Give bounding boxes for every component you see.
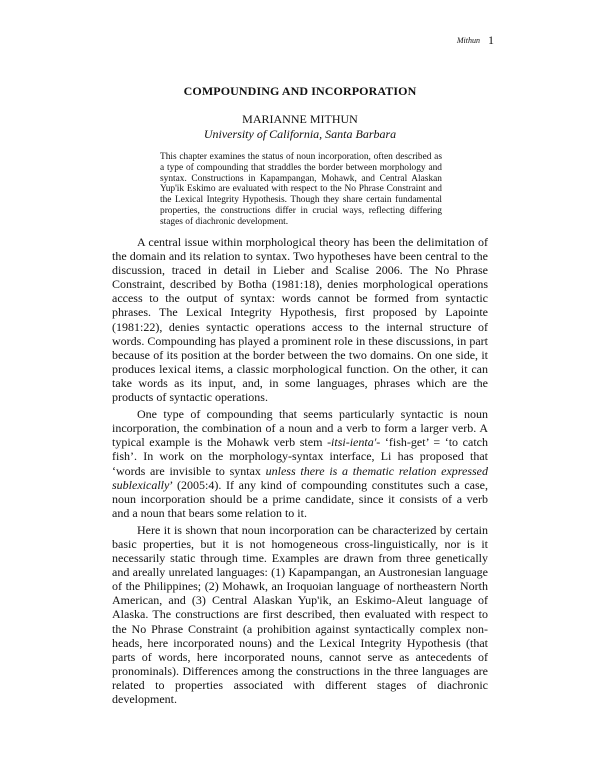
paragraph-1: A central issue within morphological theory has been the delimitation of the domain and its relation to syntax. Two hypotheses have been central to the discussion, traced in detail in Lieber and Scalise 2006. The No Phrase Constraint, described by Botha (1981:18), denies morphological operations access to the output of syntax: words cannot be formed from syntactic phrases. The Lexical Integrity Hypothesis, first proposed by Lapointe (1981:22), denies syntactic operations access to the internal structure of words. Compounding has played a prominent role in these discussions, in part because of its position at the border between the two domains. On one side, it produces lexical items, a classic morphological function. On the other, it can take words as its input, and, in some languages, phrases which are the products of syntactic operations.: [112, 235, 488, 405]
author-name: MARIANNE MITHUN: [242, 112, 358, 126]
author-affiliation: University of California, Santa Barbara: [203, 127, 397, 141]
body-text: [112, 235, 488, 706]
abstract: This chapter examines the status of noun incorporation, often described as a type of compounding that straddles the border between morphology and syntax. Constructions in Kapampangan, Mohawk, and Central Alaskan Yup'ik Eskimo are evaluated with respect to the No Phrase Constraint and the Lexical Integrity Hypothesis. Though they share certain fundamental properties, the constructions differ in crucial ways, reflecting differing stages of diachronic development.: [160, 152, 442, 227]
paragraph-2-part-b: ‘fish-get’ = ‘to catch fish’. In work on the morphology-syntax interface, Li has proposed that ‘words are invisible to syntax: [112, 435, 488, 478]
paragraph-2-part-c: ’ (2005:4). If any kind of compounding constitutes such a case, noun incorporation should be a prime candidate, since it consists of a verb and a noun that bears some relation to it.: [112, 477, 488, 520]
paragraph-2-part-a: One type of compounding that seems particularly syntactic is noun incorporation, the combination of a noun and a verb to form a larger verb. A typical example is the Mohawk verb stem: [112, 407, 488, 450]
page-number: 1: [488, 33, 494, 47]
paragraph-3: Here it is shown that noun incorporation can be characterized by certain basic properties, but it is not homogeneous cross-linguistically, nor is it necessarily static through time. Examples are drawn from three genetically and areally unrelated languages: (1) Kapampangan, an Austronesian language of the Philippines; (2) Mohawk, an Iroquoian language of northeastern North American, and (3) Central Alaskan Yup'ik, an Eskimo-Aleut language of Alaska. The constructions are first described, then evaluated with respect to the No Phrase Constraint (a prohibition against syntactically complex non-heads, here incorporated nouns) and the Lexical Integrity Hypothesis (that parts of words, here incorporated nouns, cannot serve as antecedents of pronominals). Differences among the constructions in the three languages are related to properties associated with different stages of diachronic development.: [112, 522, 488, 706]
mohawk-stem: -itsi-ienta'-: [327, 435, 381, 450]
paper-title: COMPOUNDING AND INCORPORATION: [183, 84, 417, 98]
li-quote: unless there is a thematic relation expressed sublexically: [112, 463, 488, 492]
running-head: Mithun: [456, 36, 480, 45]
paragraph-2: [112, 407, 488, 520]
